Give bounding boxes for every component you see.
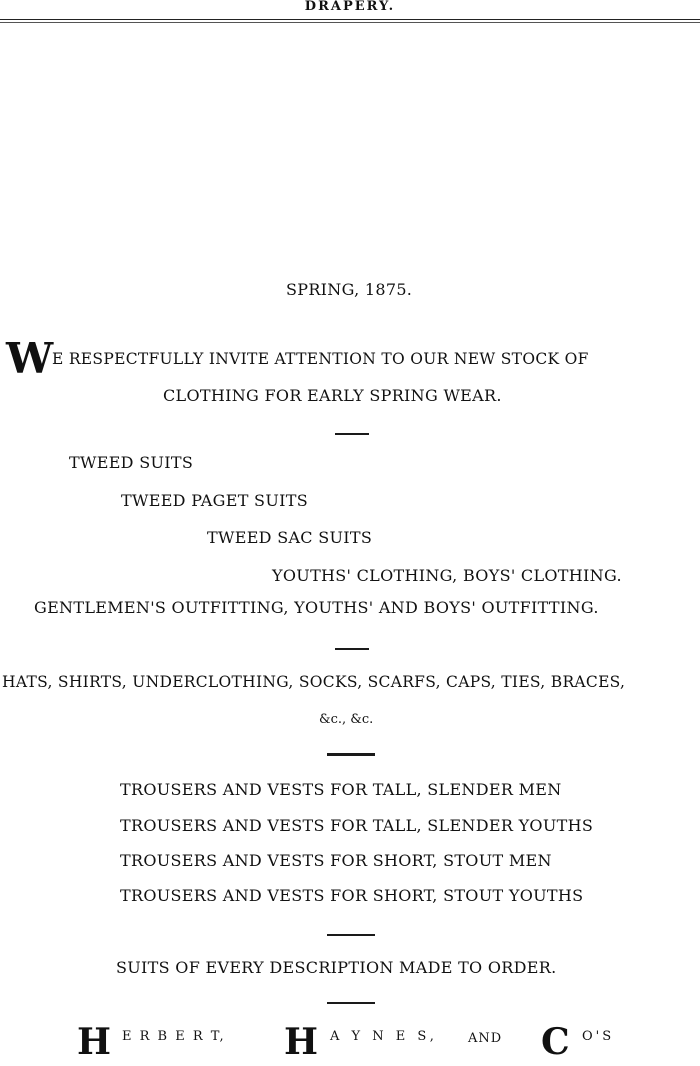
section-divider bbox=[327, 1002, 375, 1004]
trousers-item: TROUSERS AND VESTS FOR TALL, SLENDER YOUTHS bbox=[120, 816, 594, 835]
page-header-title: DRAPERY. bbox=[304, 0, 396, 14]
suit-item: TWEED SAC SUITS bbox=[207, 528, 373, 547]
hats-line: HATS, SHIRTS, UNDERCLOTHING, SOCKS, SCARFS, CAPS, TIES, BRACES, bbox=[2, 673, 626, 691]
intro-drop-cap: W bbox=[6, 334, 54, 383]
header-rule-secondary bbox=[0, 22, 700, 23]
made-to-order-line: SUITS OF EVERY DESCRIPTION MADE TO ORDER. bbox=[116, 958, 557, 977]
suit-item: TWEED PAGET SUITS bbox=[121, 491, 308, 510]
signature-cap-c: C bbox=[541, 1021, 570, 1063]
section-divider bbox=[327, 753, 375, 756]
signature-and: AND bbox=[468, 1031, 503, 1046]
signature-cos: O'S bbox=[582, 1029, 615, 1044]
signature-herbert: E R B E R T, bbox=[122, 1029, 226, 1044]
header-rule bbox=[0, 19, 700, 20]
section-divider bbox=[327, 934, 375, 936]
suit-item: YOUTHS' CLOTHING, BOYS' CLOTHING. bbox=[272, 566, 622, 585]
outfitting-line: GENTLEMEN'S OUTFITTING, YOUTHS' AND BOYS' OUTFITTING. bbox=[34, 598, 599, 617]
section-divider bbox=[335, 433, 369, 435]
trousers-item: TROUSERS AND VESTS FOR SHORT, STOUT MEN bbox=[120, 851, 552, 870]
etc-line: &c., &c. bbox=[319, 712, 374, 727]
signature-haynes: A Y N E S, bbox=[330, 1029, 438, 1044]
signature-cap-h2: H bbox=[284, 1021, 319, 1063]
signature-cap-h1: H bbox=[77, 1021, 112, 1063]
intro-line-2: CLOTHING FOR EARLY SPRING WEAR. bbox=[163, 386, 502, 405]
trousers-item: TROUSERS AND VESTS FOR SHORT, STOUT YOUTHS bbox=[120, 886, 584, 905]
suit-item: TWEED SUITS bbox=[69, 453, 194, 472]
intro-line-1: E RESPECTFULLY INVITE ATTENTION TO OUR NEW STOCK OF bbox=[52, 350, 589, 368]
trousers-item: TROUSERS AND VESTS FOR TALL, SLENDER MEN bbox=[120, 780, 562, 799]
season-heading: SPRING, 1875. bbox=[286, 280, 413, 299]
section-divider bbox=[335, 648, 369, 650]
